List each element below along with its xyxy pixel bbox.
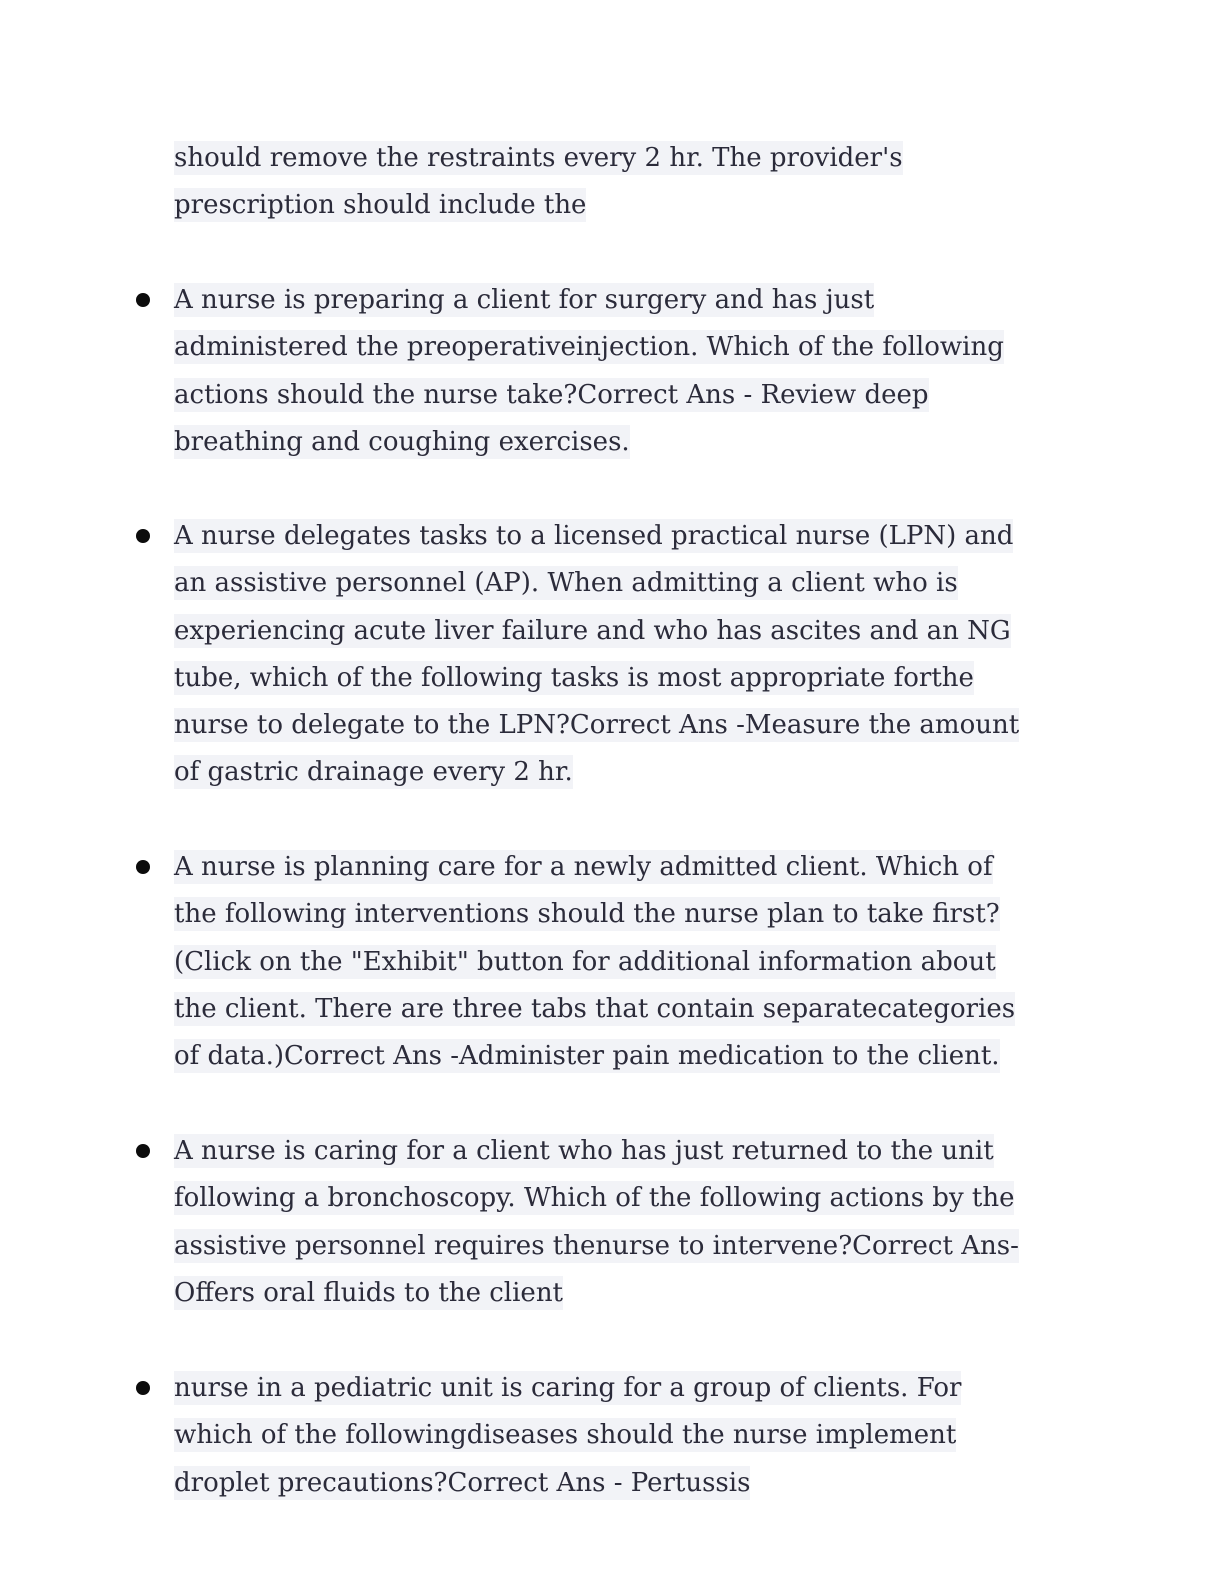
- text-line-content: prescription should include the: [174, 190, 587, 221]
- text-line-content: of data.)Correct Ans -Administer pain medication to the client.: [174, 1041, 1000, 1072]
- text-line-content: administered the preoperativeinjection. Which of the following: [174, 332, 1004, 363]
- continuation-paragraph: [174, 135, 1064, 230]
- text-line: [174, 1033, 1064, 1080]
- list-item: [174, 844, 1064, 1080]
- text-line: [174, 608, 1064, 655]
- text-line: [174, 324, 1064, 371]
- text-line-content: actions should the nurse take?Correct Ans - Review deep: [174, 379, 929, 410]
- text-line-content: an assistive personnel (AP). When admitting a client who is: [174, 568, 958, 599]
- bullet-icon: [136, 529, 150, 543]
- text-line: [174, 702, 1064, 749]
- text-line-content: breathing and coughing exercises.: [174, 426, 630, 457]
- text-line: [174, 372, 1064, 419]
- text-line: [174, 135, 1064, 182]
- text-line: [174, 939, 1064, 986]
- text-line: [174, 655, 1064, 702]
- text-line-content: should remove the restraints every 2 hr. The provider's: [174, 143, 903, 173]
- text-line-content: droplet precautions?Correct Ans - Pertussis: [174, 1467, 751, 1498]
- text-line-content: the following interventions should the nurse plan to take first?: [174, 899, 1000, 930]
- text-line: [174, 277, 1064, 324]
- text-line-content: experiencing acute liver failure and who has ascites and an NG: [174, 615, 1011, 646]
- text-line-content: assistive personnel requires thenurse to intervene?Correct Ans-: [174, 1230, 1019, 1261]
- text-line-content: A nurse delegates tasks to a licensed practical nurse (LPN) and: [174, 521, 1014, 551]
- text-line: [174, 182, 1064, 229]
- text-line: [174, 1412, 1064, 1459]
- text-line-content: following a bronchoscopy. Which of the following actions by the: [174, 1183, 1015, 1214]
- text-line: [174, 513, 1064, 560]
- text-line: [174, 986, 1064, 1033]
- text-line: [174, 419, 1064, 466]
- text-line-content: tube, which of the following tasks is most appropriate forthe: [174, 662, 974, 693]
- text-line: [174, 1175, 1064, 1222]
- text-line-content: which of the followingdiseases should the nurse implement: [174, 1420, 957, 1451]
- text-line-content: Offers oral fluids to the client: [174, 1277, 564, 1308]
- text-line-content: A nurse is planning care for a newly admitted client. Which of: [174, 852, 993, 882]
- text-line-content: nurse to delegate to the LPN?Correct Ans -Measure the amount: [174, 710, 1020, 741]
- text-line-content: of gastric drainage every 2 hr.: [174, 757, 573, 788]
- text-line-content: nurse in a pediatric unit is caring for a group of clients. For: [174, 1373, 962, 1403]
- text-line-content: A nurse is caring for a client who has just returned to the unit: [174, 1136, 994, 1166]
- text-line: [174, 1223, 1064, 1270]
- text-line: [174, 1128, 1064, 1175]
- list-item: [174, 1365, 1064, 1507]
- list-item: [174, 513, 1064, 797]
- text-line-content: A nurse is preparing a client for surgery and has just: [174, 285, 875, 315]
- text-line: [174, 1270, 1064, 1317]
- list-item: [174, 277, 1064, 466]
- text-line-content: (Click on the "Exhibit" button for additional information about: [174, 946, 996, 977]
- bullet-icon: [136, 293, 150, 307]
- text-line: [174, 1460, 1064, 1507]
- text-line: [174, 749, 1064, 796]
- text-line: [174, 560, 1064, 607]
- bullet-icon: [136, 860, 150, 874]
- text-line: [174, 1365, 1064, 1412]
- text-line-content: the client. There are three tabs that contain separatecategories: [174, 993, 1016, 1024]
- list-item: [174, 1128, 1064, 1317]
- bullet-icon: [136, 1381, 150, 1395]
- text-line: [174, 891, 1064, 938]
- bullet-icon: [136, 1144, 150, 1158]
- text-line: [174, 844, 1064, 891]
